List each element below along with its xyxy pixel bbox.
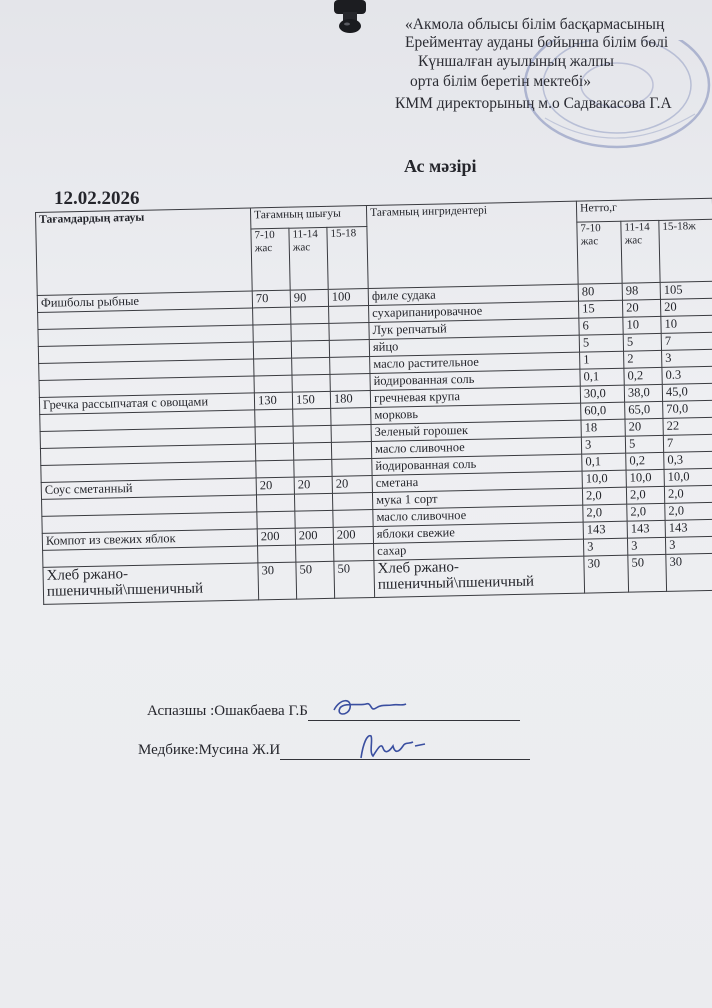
cell-n1: 3 <box>581 436 625 454</box>
school-header <box>395 0 712 124</box>
cell-n3: 20 <box>660 298 712 316</box>
cell-n2: 10,0 <box>626 469 664 487</box>
cell-y2 <box>295 510 333 528</box>
cell-n3: 105 <box>660 281 712 299</box>
cell-y3 <box>333 509 373 527</box>
cell-y1 <box>254 375 292 393</box>
cell-y2: 90 <box>290 289 328 307</box>
cell-n3: 3 <box>665 536 712 554</box>
cell-ingredient: морковь <box>371 403 581 424</box>
cell-n1: 15 <box>579 300 623 318</box>
cook-label: Аспазшы :Ошакбаева Г.Б <box>147 703 308 719</box>
cell-n2: 0,2 <box>626 452 664 470</box>
cell-y3 <box>330 374 370 392</box>
cell-y2 <box>292 357 330 375</box>
cell-ingredient: йодированная соль <box>370 369 580 390</box>
cell-n1: 143 <box>583 521 627 539</box>
cell-n2: 2,0 <box>626 486 664 504</box>
yield-age: 11-14 жас <box>289 227 328 290</box>
cell-y2 <box>291 306 329 324</box>
cell-y1 <box>256 460 294 478</box>
cell-ingredient: Хлеб ржано-пшеничный\пшеничный <box>374 556 585 597</box>
medic-signature-line <box>138 742 530 760</box>
cell-n3: 2,0 <box>665 502 712 520</box>
cell-dish: Гречка рассыпчатая с овощами <box>39 393 254 414</box>
cell-n3: 10 <box>661 315 712 333</box>
cell-n3: 10,0 <box>664 468 712 486</box>
cell-y1 <box>255 443 293 461</box>
cell-n2: 65,0 <box>625 401 663 419</box>
cell-y3 <box>331 408 371 426</box>
cell-y3 <box>331 442 371 460</box>
cell-y1: 30 <box>258 562 297 600</box>
cell-y3: 50 <box>334 560 375 598</box>
cell-n2: 143 <box>627 520 665 538</box>
cell-y2 <box>293 442 331 460</box>
cell-y2: 200 <box>295 527 333 545</box>
cell-n2: 3 <box>627 537 665 555</box>
cell-y3: 20 <box>332 475 372 493</box>
netto-age: 15-18ж <box>659 219 712 282</box>
cell-y1 <box>255 426 293 444</box>
cell-ingredient: Зеленый горошек <box>371 420 581 441</box>
cell-n3: 3 <box>662 349 712 367</box>
cell-ingredient: масло сливочное <box>371 437 581 458</box>
cell-n2: 50 <box>628 554 667 592</box>
header-dish: Тағамдардың атауы <box>36 208 253 295</box>
yield-age: 15-18 <box>327 227 368 290</box>
cell-n3: 0.3 <box>662 366 712 384</box>
header-line: Күншалған ауылының жалпы <box>418 53 614 70</box>
yield-age: 7-10 жас <box>251 228 290 291</box>
cell-y2 <box>291 323 329 341</box>
cell-n1: 10,0 <box>582 470 626 488</box>
cell-ingredient: масло растительное <box>370 352 580 373</box>
medic-signature <box>355 728 430 766</box>
cell-ingredient: яблоки свежие <box>373 522 583 543</box>
netto-age: 11-14 жас <box>621 220 660 283</box>
cell-n3: 30 <box>666 553 712 591</box>
cell-n1: 5 <box>579 334 623 352</box>
cell-y1 <box>255 409 293 427</box>
cell-n1: 3 <box>584 538 628 556</box>
cell-n1: 0,1 <box>580 368 624 386</box>
cell-n3: 7 <box>661 332 712 350</box>
cell-n3: 0,3 <box>664 451 712 469</box>
cell-n3: 143 <box>665 519 712 537</box>
cell-dish: Соус сметанный <box>41 478 256 499</box>
netto-age: 7-10 жас <box>577 221 622 284</box>
cell-ingredient: сметана <box>372 471 582 492</box>
cell-n1: 30 <box>584 555 629 593</box>
cell-n1: 2,0 <box>582 487 626 505</box>
cell-ingredient: мука 1 сорт <box>372 488 582 509</box>
cell-y3 <box>332 459 372 477</box>
cell-n3: 7 <box>663 434 712 452</box>
cell-n3: 22 <box>663 417 712 435</box>
cell-y2 <box>294 459 332 477</box>
cell-y1 <box>253 307 291 325</box>
cell-y1: 200 <box>257 528 295 546</box>
cell-y2 <box>294 493 332 511</box>
cell-y3: 100 <box>328 289 368 307</box>
cell-y2 <box>292 374 330 392</box>
cell-n2: 98 <box>622 282 660 300</box>
cell-y3 <box>329 323 369 341</box>
cell-y3 <box>332 492 372 510</box>
cell-ingredient: йодированная соль <box>372 454 582 475</box>
header-line: орта білім беретін мектебі» <box>410 73 591 90</box>
cell-ingredient: гречневая крупа <box>370 386 580 407</box>
cell-ingredient: масло сливочное <box>373 505 583 526</box>
cell-n1: 1 <box>580 351 624 369</box>
cell-y2 <box>293 425 331 443</box>
cell-y3 <box>329 340 369 358</box>
cell-y1: 20 <box>256 477 294 495</box>
cell-y1 <box>253 324 291 342</box>
header-yield: Тағамның шығуы <box>250 206 366 229</box>
pushpin-icon <box>330 0 370 36</box>
header-line: Ерейментау ауданы бойынша білім бөлі <box>405 34 669 51</box>
cell-y3: 200 <box>333 526 373 544</box>
header-line: КММ директорының м.о Садвакасова Г.А <box>395 95 672 112</box>
cell-y1 <box>257 511 295 529</box>
header-ingredients: Тағамның ингридентері <box>366 201 578 288</box>
cell-n2: 38,0 <box>624 384 662 402</box>
medic-label: Медбике:Мусина Ж.И <box>138 742 281 758</box>
cell-y1: 70 <box>252 290 290 308</box>
page-title: Ас мәзірі <box>404 156 477 176</box>
cell-y1 <box>258 545 296 563</box>
header-line: «Акмола облысы білім басқармасының <box>405 16 665 33</box>
cell-n2: 2,0 <box>627 503 665 521</box>
cell-n1: 6 <box>579 317 623 335</box>
cell-n2: 0,2 <box>624 367 662 385</box>
menu-date: 12.02.2026 <box>54 188 140 209</box>
cell-y2 <box>296 544 334 562</box>
cook-signature <box>330 694 410 722</box>
cell-ingredient: яйцо <box>369 335 579 356</box>
cell-ingredient: филе судака <box>368 284 578 305</box>
cell-y1: 130 <box>254 392 292 410</box>
cell-y3 <box>329 306 369 324</box>
cell-ingredient: сахар <box>374 539 584 560</box>
cell-n1: 60,0 <box>581 402 625 420</box>
cell-ingredient: сухарипанировачное <box>369 301 579 322</box>
cell-n3: 45,0 <box>662 383 712 401</box>
cell-y2: 20 <box>294 476 332 494</box>
cell-n3: 70,0 <box>663 400 712 418</box>
cell-dish: Хлеб ржано-пшеничный\пшеничный <box>43 563 259 604</box>
cell-n2: 5 <box>623 333 661 351</box>
menu-table <box>35 198 712 605</box>
cell-y2 <box>293 408 331 426</box>
cell-n1: 18 <box>581 419 625 437</box>
cell-n2: 2 <box>624 350 662 368</box>
cell-y3 <box>334 543 374 561</box>
cell-y2: 150 <box>292 391 330 409</box>
cell-y1 <box>254 358 292 376</box>
cell-n1: 30,0 <box>580 385 624 403</box>
cell-dish: Компот из свежих яблок <box>42 529 257 550</box>
cell-n3: 2,0 <box>664 485 712 503</box>
cell-y2: 50 <box>296 561 335 599</box>
cell-y1 <box>256 494 294 512</box>
cell-dish: Фишболы рыбные <box>37 291 252 312</box>
cell-y1 <box>253 341 291 359</box>
cell-n2: 20 <box>625 418 663 436</box>
cell-n1: 0,1 <box>582 453 626 471</box>
cell-y3 <box>331 425 371 443</box>
header-netto: Нетто,г <box>576 198 712 222</box>
cell-n1: 80 <box>578 283 622 301</box>
cell-y3: 180 <box>330 391 370 409</box>
cell-ingredient: Лук репчатый <box>369 318 579 339</box>
cell-y2 <box>291 340 329 358</box>
cell-n1: 2,0 <box>583 504 627 522</box>
cell-n2: 20 <box>623 299 661 317</box>
cell-n2: 5 <box>625 435 663 453</box>
cell-n2: 10 <box>623 316 661 334</box>
cell-y3 <box>330 357 370 375</box>
